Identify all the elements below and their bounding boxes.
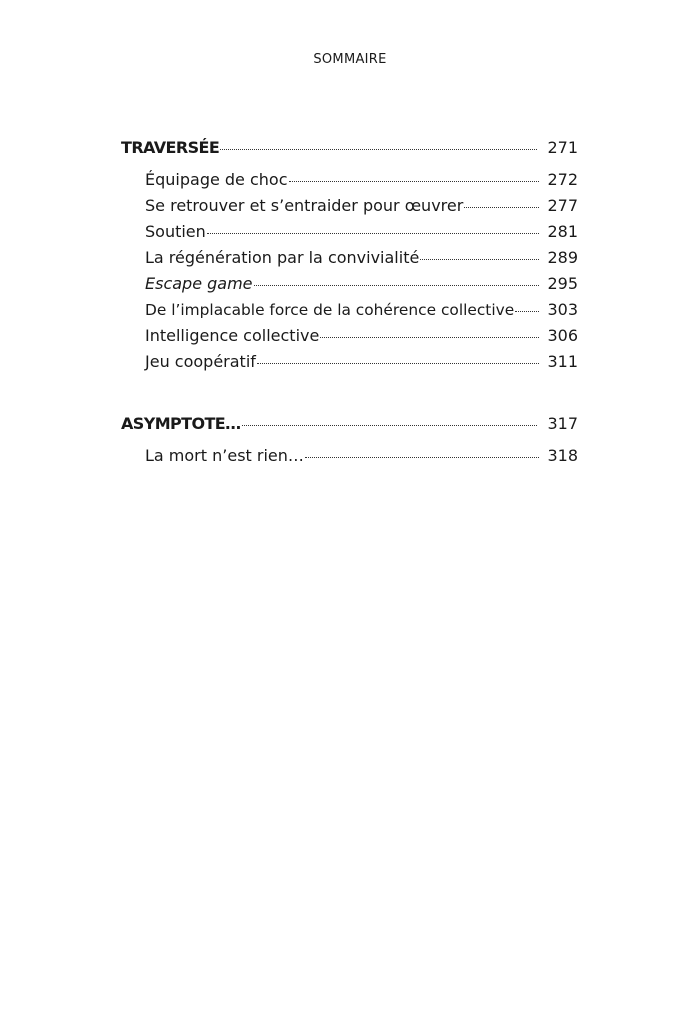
toc-page-number: 289 bbox=[547, 248, 578, 267]
toc-entry-label: Intelligence collective bbox=[145, 326, 320, 345]
toc-page-number: 271 bbox=[547, 138, 578, 157]
toc-entry-label: La régénération par la convivialité bbox=[145, 248, 420, 267]
toc-entry-label: Équipage de choc bbox=[145, 170, 288, 189]
toc-entry[interactable] bbox=[121, 222, 578, 248]
toc-page-number: 295 bbox=[547, 274, 578, 293]
toc-entry[interactable] bbox=[121, 248, 578, 274]
toc-entry[interactable] bbox=[121, 326, 578, 352]
toc-part-title: ASYMPTOTE… bbox=[121, 414, 241, 433]
toc-entry[interactable] bbox=[121, 446, 578, 472]
dot-leader bbox=[289, 181, 540, 182]
toc-entry-label: De l’implacable force de la cohérence collective bbox=[145, 301, 515, 319]
dot-leader bbox=[220, 149, 537, 150]
toc-page-number: 281 bbox=[547, 222, 578, 241]
running-title: SOMMAIRE bbox=[313, 52, 387, 67]
dot-leader bbox=[257, 363, 540, 364]
toc-entry-label: Jeu coopératif bbox=[145, 352, 256, 371]
toc-page-number: 277 bbox=[547, 196, 578, 215]
toc-page-number: 317 bbox=[547, 414, 578, 433]
dot-leader bbox=[320, 337, 539, 338]
toc-entry[interactable] bbox=[121, 274, 578, 300]
toc-entry-label: La mort n’est rien… bbox=[145, 446, 304, 465]
toc-page-number: 272 bbox=[547, 170, 578, 189]
toc-page-number: 311 bbox=[547, 352, 578, 371]
dot-leader bbox=[305, 457, 540, 458]
toc-entry-label: Escape game bbox=[145, 274, 253, 293]
dot-leader bbox=[420, 259, 539, 260]
toc-page-number: 318 bbox=[547, 446, 578, 465]
toc-entry[interactable] bbox=[121, 352, 578, 378]
toc-section-traversee bbox=[121, 138, 578, 378]
toc-entry[interactable] bbox=[121, 170, 578, 196]
toc-entry-label: Se retrouver et s’entraider pour œuvrer bbox=[145, 196, 464, 215]
toc-page-number: 306 bbox=[547, 326, 578, 345]
dot-leader bbox=[515, 311, 539, 312]
toc-entry[interactable] bbox=[121, 300, 578, 326]
toc-part-title: TRAVERSÉE bbox=[121, 138, 220, 157]
toc-entry[interactable] bbox=[121, 196, 578, 222]
dot-leader bbox=[464, 207, 539, 208]
dot-leader bbox=[242, 425, 538, 426]
dot-leader bbox=[254, 285, 540, 286]
toc-section-asymptote bbox=[121, 414, 578, 472]
toc-part-heading[interactable] bbox=[121, 414, 578, 446]
toc-entry-label: Soutien bbox=[145, 222, 206, 241]
toc-part-heading[interactable] bbox=[121, 138, 578, 170]
toc-page-number: 303 bbox=[547, 300, 578, 319]
dot-leader bbox=[207, 233, 540, 234]
